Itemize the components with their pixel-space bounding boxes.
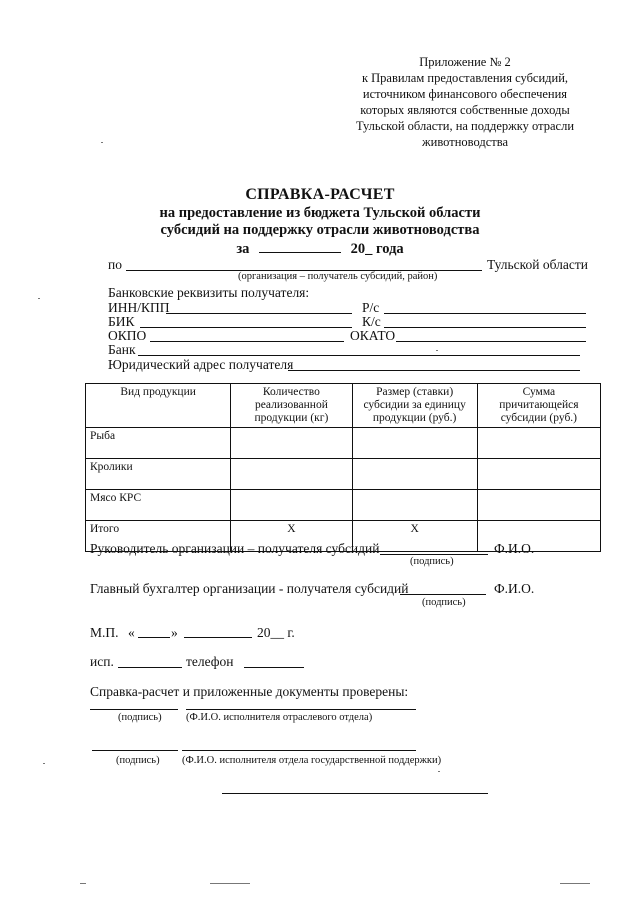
- address-label: Юридический адрес получателя: [108, 357, 294, 372]
- head-podpis-caption: (подпись): [410, 556, 454, 567]
- cell-rate[interactable]: [352, 490, 477, 521]
- recipient-caption: (организация – получатель субсидий, район): [238, 271, 438, 282]
- bank-label: Банк: [108, 342, 136, 357]
- po-label: по: [108, 257, 122, 272]
- region-label: Тульской области: [487, 257, 588, 272]
- accountant-label: Главный бухгалтер организации - получателя субсидий: [90, 581, 409, 596]
- sector-signature-field[interactable]: [90, 709, 178, 710]
- cell-rate[interactable]: [352, 459, 477, 490]
- scan-speck: [101, 142, 103, 143]
- cell-rate: Х: [352, 521, 477, 552]
- inn-field[interactable]: [166, 313, 352, 314]
- separator-line: [222, 793, 488, 794]
- phone-field[interactable]: [244, 667, 304, 668]
- accountant-fio: Ф.И.О.: [494, 581, 535, 596]
- table-row: [86, 459, 601, 490]
- cell-sum[interactable]: [477, 459, 600, 490]
- scan-speck: [436, 350, 438, 351]
- cell-quantity[interactable]: [231, 428, 352, 459]
- header-sum: Сумма причитающейся субсидии (руб.): [477, 384, 600, 428]
- okato-field[interactable]: [396, 341, 586, 342]
- period-blank[interactable]: [259, 240, 341, 253]
- title-line-2: на предоставление из бюджета Тульской области: [159, 205, 481, 221]
- date-open-quote: «: [128, 625, 135, 640]
- head-fio: Ф.И.О.: [494, 541, 535, 556]
- head-signature-field[interactable]: [380, 554, 488, 555]
- cell-quantity[interactable]: [231, 459, 352, 490]
- head-label: Руководитель организации – получателя субсидий: [90, 541, 380, 556]
- checked-label: Справка-расчет и приложенные документы проверены:: [90, 684, 409, 699]
- bank-heading: Банковские реквизиты получателя:: [108, 285, 310, 300]
- isp-label: исп.: [90, 654, 114, 669]
- document-title: СПРАВКА-РАСЧЕТ: [245, 186, 395, 203]
- cell-product: Кролики: [86, 459, 231, 490]
- header-rate: Размер (ставки) субсидии за единицу продукции (руб.): [352, 384, 477, 428]
- cell-product: Мясо КРС: [86, 490, 231, 521]
- cell-quantity: Х: [231, 521, 352, 552]
- cell-rate[interactable]: [352, 428, 477, 459]
- mp-label: М.П.: [90, 625, 119, 640]
- header-quantity: Количество реализованной продукции (кг): [231, 384, 352, 428]
- appendix-line: источником финансового обеспечения: [362, 87, 568, 101]
- scan-speck: [38, 298, 40, 299]
- cell-product: Рыба: [86, 428, 231, 459]
- rs-field[interactable]: [384, 313, 586, 314]
- bik-field[interactable]: [140, 327, 352, 328]
- appendix-line: которых являются собственные доходы: [360, 103, 570, 117]
- appendix-block: [330, 54, 600, 150]
- sector-podpis-caption: (подпись): [118, 712, 162, 723]
- appendix-line: к Правилам предоставления субсидий,: [361, 71, 569, 85]
- cell-product: Итого: [86, 521, 231, 552]
- ks-label: К/с: [362, 314, 381, 329]
- okpo-field[interactable]: [150, 341, 344, 342]
- inn-label: ИНН/КПП: [108, 300, 170, 315]
- scan-speck: [438, 771, 440, 772]
- sector-fio-field[interactable]: [186, 709, 416, 710]
- period-prefix: за: [236, 241, 250, 257]
- state-signature-field[interactable]: [92, 750, 178, 751]
- cell-quantity[interactable]: [231, 490, 352, 521]
- date-day-field[interactable]: [138, 637, 170, 638]
- bank-field[interactable]: [138, 355, 580, 356]
- table-row: [86, 490, 601, 521]
- rs-label: Р/с: [362, 300, 380, 315]
- cell-sum[interactable]: [477, 428, 600, 459]
- address-field[interactable]: [288, 370, 580, 371]
- title-line-3: субсидий на поддержку отрасли животноводства: [160, 222, 480, 238]
- phone-label: телефон: [186, 654, 234, 669]
- isp-field[interactable]: [118, 667, 182, 668]
- sector-fio-caption: (Ф.И.О. исполнителя отраслевого отдела): [186, 712, 373, 723]
- okato-label: ОКАТО: [350, 328, 396, 343]
- scan-speck: [43, 763, 45, 764]
- date-month-field[interactable]: [184, 637, 252, 638]
- cell-sum[interactable]: [477, 490, 600, 521]
- ks-field[interactable]: [384, 327, 586, 328]
- period-suffix: 20_ года: [350, 241, 404, 257]
- accountant-signature-field[interactable]: [400, 594, 486, 595]
- bik-label: БИК: [108, 314, 135, 329]
- scan-speck: [80, 883, 86, 884]
- scan-speck: [210, 883, 250, 884]
- state-fio-caption: (Ф.И.О. исполнителя отдела государственной поддержки): [182, 755, 442, 766]
- state-podpis-caption: (подпись): [116, 755, 160, 766]
- state-fio-field[interactable]: [182, 750, 416, 751]
- appendix-line: животноводства: [422, 135, 508, 149]
- title-period: [0, 240, 640, 258]
- appendix-line: Тульской области, на поддержку отрасли: [355, 119, 575, 133]
- date-year: 20__ г.: [257, 625, 295, 640]
- date-close-quote: »: [171, 625, 178, 640]
- appendix-line: Приложение № 2: [419, 55, 511, 69]
- okpo-label: ОКПО: [108, 328, 147, 343]
- accountant-podpis-caption: (подпись): [422, 597, 466, 608]
- header-product: Вид продукции: [86, 384, 231, 428]
- table-row: [86, 428, 601, 459]
- scan-speck: [560, 883, 590, 884]
- subsidy-table: [85, 383, 601, 552]
- table-header-row: [86, 384, 601, 428]
